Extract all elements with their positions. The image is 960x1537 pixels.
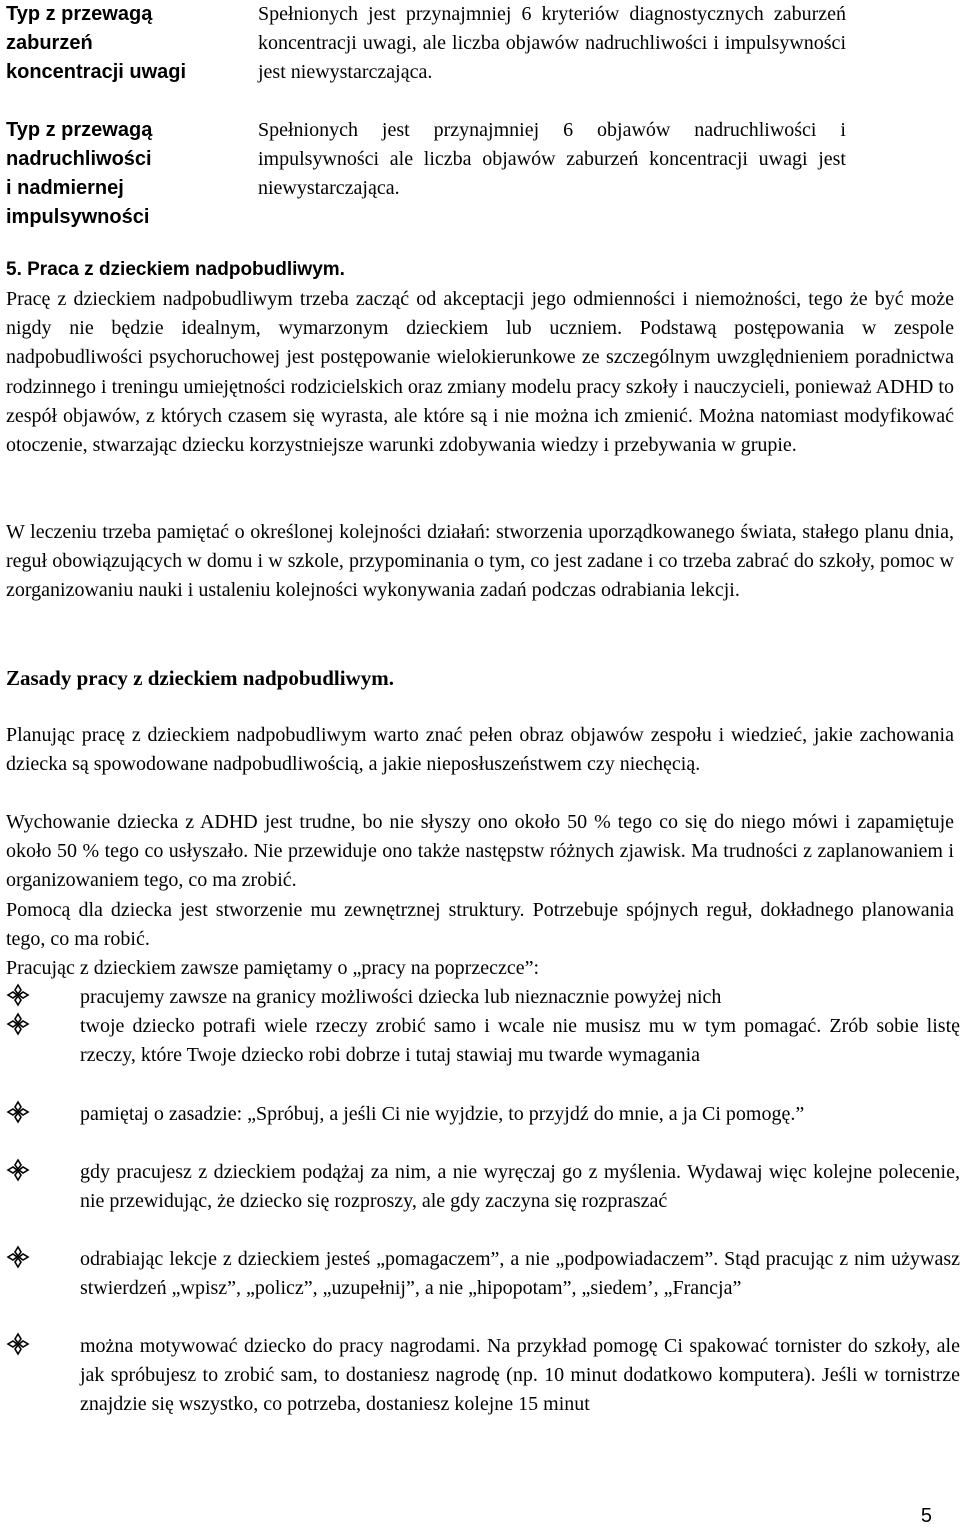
section-heading: 5. Praca z dzieckiem nadpobudliwym. — [6, 259, 345, 280]
type-label-hyperactivity — [6, 116, 242, 232]
type-label-line: zaburzeń — [6, 32, 93, 54]
page-number: 5 — [920, 1505, 932, 1527]
type-label-attention — [6, 0, 242, 87]
paragraph: Pracę z dzieckiem nadpobudliwym trzeba zacząć od akceptacji jego odmienności i niemożności, tego że być może nigdy nie będzie idealnym, wymarzonym dzieckiem lub uczniem. Podstawą postępowania w zespole nadpobudliwości psychoruchowej jest postępowanie wielokierunkowe ze szczególnym uwzględnieniem poradnictwa rodzinnego i treningu umiejętności rodzicielskich oraz zmiany modelu pracy szkoły i nauczycieli, ponieważ ADHD to zespół objawów, z których czasem się wyrasta, ale które są i nie można ich zmienić. Można natomiast modyfikować otoczenie, stwarzając dziecku korzystniejsze warunki zdobywania wiedzy i przebywania w grupie. — [6, 288, 954, 457]
four-diamond-bullet-icon — [6, 1245, 30, 1269]
type-description-hyperactivity: Spełnionych jest przynajmniej 6 objawów nadruchliwości i impulsywności ale liczba objawów zaburzeń koncentracji uwagi jest niewystarczająca. — [258, 119, 846, 199]
four-diamond-bullet-icon — [6, 1332, 30, 1356]
section-heading: Zasady pracy z dzieckiem nadpobudliwym. — [6, 666, 394, 690]
four-diamond-bullet-icon — [6, 983, 30, 1007]
type-label-line: koncentracji uwagi — [6, 61, 187, 83]
type-label-line: nadruchliwości — [6, 148, 152, 170]
paragraph: Pomocą dla dziecka jest stworzenie mu zewnętrznej struktury. Potrzebuje spójnych reguł, dokładnego planowania tego, co ma robić. — [6, 899, 954, 951]
paragraph: W leczeniu trzeba pamiętać o określonej kolejności działań: stworzenia uporządkowanego świata, stałego planu dnia, reguł obowiązujących w domu i w szkole, przypominania o tym, co jest zadane i co trzeba zabrać do szkoły, pomoc w zorganizowaniu nauki i ustaleniu kolejności wykonywania zadań podczas odrabiania lekcji. — [6, 521, 954, 602]
list-item-text: gdy pracujesz z dzieckiem podążaj za nim, a nie wyręczaj go z myślenia. Wydawaj więc kolejne polecenie, nie przewidując, że dziecko się rozproszy, ale gdy zaczyna się rozpraszać — [80, 1161, 960, 1213]
list-item-text: można motywować dziecko do pracy nagrodami. Na przykład pomogę Ci spakować tornister do szkoły, ale jak spróbujesz to zrobić sam, to dostaniesz nagrodę (np. 10 minut dodatkowo komputera). Jeśli w tornistrze znajdzie się wszystko, co potrzeba, dostaniesz kolejne 15 minut — [80, 1335, 960, 1416]
type-label-line: impulsywności — [6, 206, 150, 228]
type-label-line: Typ z przewagą — [6, 119, 153, 141]
paragraph: Planując pracę z dzieckiem nadpobudliwym warto znać pełen obraz objawów zespołu i wiedzieć, jakie zachowania dziecka są spowodowane nadpobudliwością, a jakie nieposłuszeństwem czy niechęcią. — [6, 724, 954, 776]
list-item-text: pamiętaj o zasadzie: „Spróbuj, a jeśli Ci nie wyjdzie, to przyjdź do mnie, a ja Ci pomogę.” — [80, 1103, 805, 1125]
four-diamond-bullet-icon — [6, 1100, 30, 1124]
four-diamond-bullet-icon — [6, 1158, 30, 1182]
paragraph: Wychowanie dziecka z ADHD jest trudne, bo nie słyszy ono około 50 % tego co się do niego mówi i zapamiętuje około 50 % tego co usłyszało. Nie przewiduje ono także następstw różnych zjawisk. Ma trudności z zaplanowaniem i organizowaniem tego, co ma zrobić. — [6, 811, 954, 892]
list-item-text: twoje dziecko potrafi wiele rzeczy zrobić samo i wcale nie musisz mu w tym pomagać. Zrób sobie listę rzeczy, które Twoje dziecko robi dobrze i tutaj stawiaj mu twarde wymagania — [80, 1015, 960, 1067]
list-item-text: odrabiając lekcje z dzieckiem jesteś „pomagaczem”, a nie „podpowiadaczem”. Stąd pracując z nim używasz stwierdzeń „wpisz”, „policz”, „uzupełnij”, a nie „hipopotam”, „siedem’, „Francja” — [80, 1248, 960, 1300]
type-label-line: Typ z przewagą — [6, 3, 153, 25]
paragraph: Pracując z dzieckiem zawsze pamiętamy o „pracy na poprzeczce”: — [6, 957, 540, 979]
four-diamond-bullet-icon — [6, 1012, 30, 1036]
type-label-line: i nadmiernej — [6, 177, 124, 199]
list-item-text: pracujemy zawsze na granicy możliwości dziecka lub nieznacznie powyżej nich — [80, 986, 722, 1008]
type-description-attention: Spełnionych jest przynajmniej 6 kryteriów diagnostycznych zaburzeń koncentracji uwagi, ale liczba objawów nadruchliwości i impulsywności jest niewystarczająca. — [258, 3, 846, 83]
